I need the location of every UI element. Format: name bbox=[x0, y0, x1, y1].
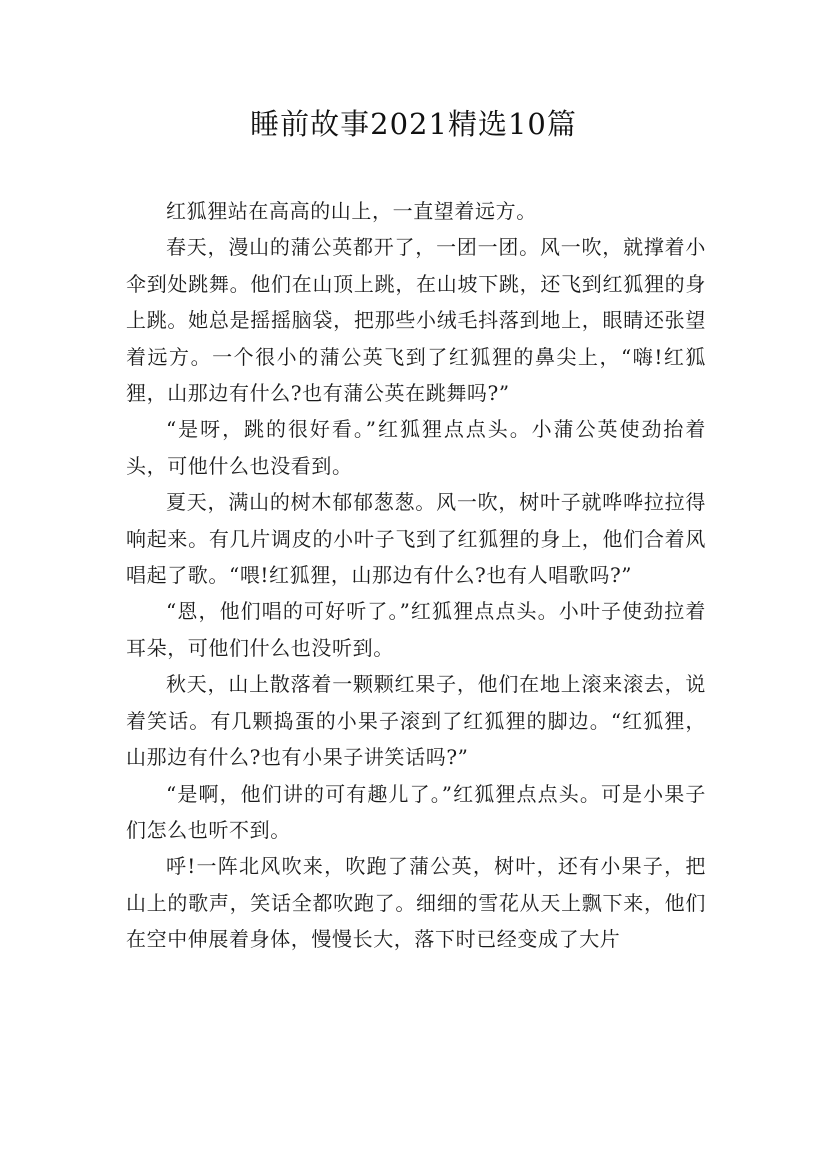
document-title: 睡前故事2021精选10篇 bbox=[250, 107, 577, 141]
paragraph-8: 呼!一阵北风吹来，吹跑了蒲公英，树叶，还有小果子，把山上的歌声，笑话全都吹跑了。细细的雪花从天上飘下来，他们在空中伸展着身体，慢慢长大，落下时已经变成了大片 bbox=[126, 854, 706, 952]
paragraph-7: “是啊，他们讲的可有趣儿了。”红狐狸点点头。可是小果子们怎么也听不到。 bbox=[126, 781, 706, 842]
paragraph-2: 春天，漫山的蒲公英都开了，一团一团。风一吹，就撑着小伞到处跳舞。他们在山顶上跳，在山坡下跳，还飞到红狐狸的身上跳。她总是摇摇脑袋，把那些小绒毛抖落到地上，眼睛还张望着远方。一个很小的蒲公英飞到了红狐狸的鼻尖上，“嗨!红狐狸，山那边有什么?也有蒲公英在跳舞吗?” bbox=[126, 235, 706, 406]
paragraph-3: “是呀，跳的很好看。”红狐狸点点头。小蒲公英使劲抬着头，可他什么也没看到。 bbox=[126, 417, 706, 478]
paragraph-6: 秋天，山上散落着一颗颗红果子，他们在地上滚来滚去，说着笑话。有几颗捣蛋的小果子滚到了红狐狸的脚边。“红狐狸，山那边有什么?也有小果子讲笑话吗?” bbox=[126, 672, 706, 770]
paragraph-4: 夏天，满山的树木郁郁葱葱。风一吹，树叶子就哗哗拉拉得响起来。有几片调皮的小叶子飞到了红狐狸的身上，他们合着风唱起了歌。“喂!红狐狸，山那边有什么?也有人唱歌吗?” bbox=[126, 490, 706, 588]
paragraph-1: 红狐狸站在高高的山上，一直望着远方。 bbox=[166, 199, 537, 223]
paragraph-5: “恩，他们唱的可好听了。”红狐狸点点头。小叶子使劲拉着耳朵，可他们什么也没听到。 bbox=[126, 599, 706, 660]
story-body bbox=[126, 193, 706, 958]
